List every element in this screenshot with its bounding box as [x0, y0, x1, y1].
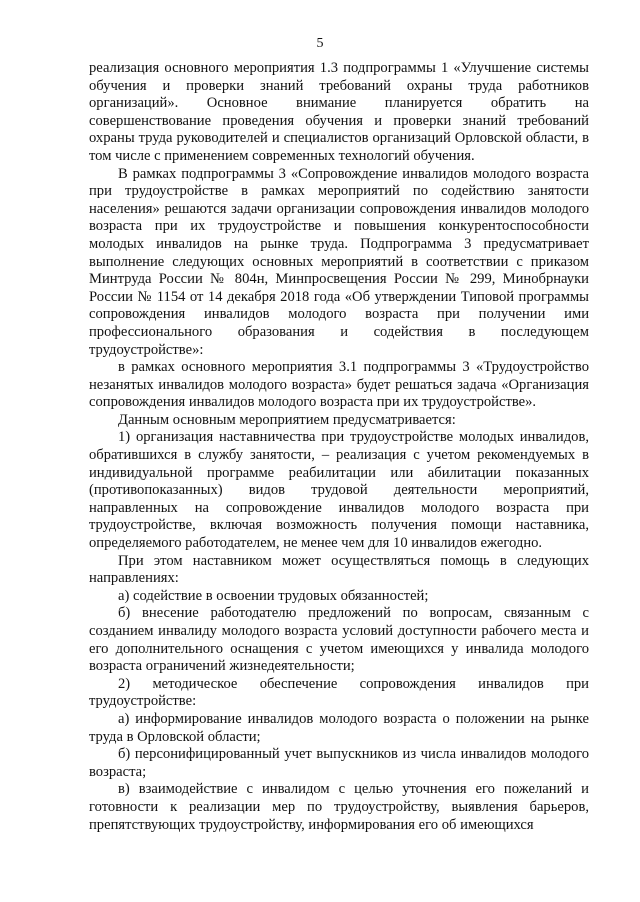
paragraph-12: в) взаимодействие с инвалидом с целью уточнения его пожеланий и готовности к реализации мер по трудоустройству, выявления барьеров, препятствующих трудоустройству, информирования его об имеющихся — [89, 781, 589, 833]
paragraph-10: а) информирование инвалидов молодого возраста о положении на рынке труда в Орловской области; — [89, 710, 589, 745]
paragraph-6: При этом наставником может осуществляться помощь в следующих направлениях: — [89, 552, 589, 587]
paragraph-3: в рамках основного мероприятия 3.1 подпрограммы 3 «Трудоустройство незанятых инвалидов молодого возраста» будет решаться задача «Организация сопровождения инвалидов молодого возраста при их трудоустройстве». — [89, 359, 589, 411]
document-body — [89, 60, 589, 834]
paragraph-1: реализация основного мероприятия 1.3 подпрограммы 1 «Улучшение системы обучения и проверки знаний требований охраны труда работников организаций». Основное внимание планируется обратить на совершенствование проведения обучения и проверки знаний требований охраны труда руководителей и специалистов организаций Орловской области, в том числе с применением современных технологий обучения. — [89, 60, 589, 164]
paragraph-11: б) персонифицированный учет выпускников из числа инвалидов молодого возраста; — [89, 746, 589, 780]
page-number: 5 — [316, 36, 324, 51]
paragraph-9: 2) методическое обеспечение сопровождения инвалидов при трудоустройстве: — [89, 675, 589, 710]
paragraph-5: 1) организация наставничества при трудоустройстве молодых инвалидов, обратившихся в службу занятости, – реализация с учетом рекомендуемых в индивидуальной программе реабилитации или абилитации показанных (противопоказанных) видов трудовой деятельности мероприятий, направленных на сопровождение инвалидов молодого возраста при трудоустройстве, включая возможность получения помощи наставника, определяемого работодателем, не менее чем для 10 инвалидов ежегодно. — [89, 429, 589, 552]
paragraph-2: В рамках подпрограммы 3 «Сопровождение инвалидов молодого возраста при трудоустройстве в рамках мероприятий по содействию занятости населения» решаются задачи организации сопровождения инвалидов молодого возраста при их трудоустройстве и повышения конкурентоспособности молодых инвалидов на рынке труда. Подпрограмма 3 предусматривает выполнение следующих основных мероприятий в соответствии с приказом Минтруда России № 804н, Минпросвещения России № 299, Минобрнауки России № 1154 от 14 декабря 2018 года «Об утверждении Типовой программы сопровождения инвалидов молодого возраста при получении ими профессионального образования и содействия в последующем трудоустройстве»: — [89, 165, 589, 358]
paragraph-8: б) внесение работодателю предложений по вопросам, связанным с созданием инвалиду молодого возраста условий доступности рабочего места и его дополнительного оснащения с учетом имеющихся у инвалида молодого возраста ограничений жизнедеятельности; — [89, 605, 589, 675]
paragraph-7: а) содействие в освоении трудовых обязанностей; — [118, 587, 429, 604]
paragraph-4: Данным основным мероприятием предусматривается: — [118, 411, 456, 428]
